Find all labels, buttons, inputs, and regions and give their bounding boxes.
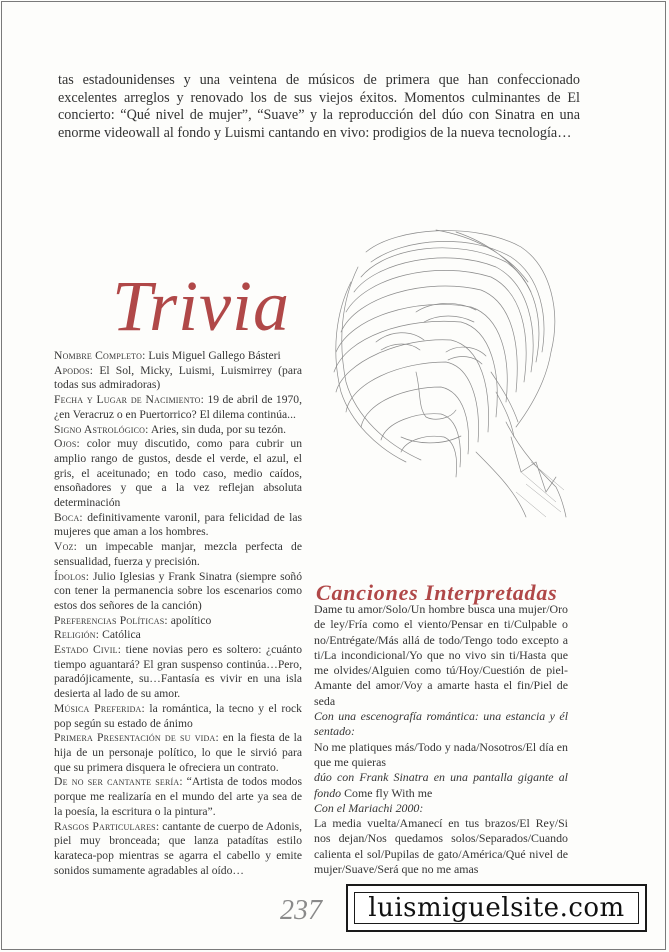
fact-value: cantante de cuerpo de Adonis, piel muy bronceada; que lanza patadítas estilo karateca-pop mientras se agarra el cabello y emite sonidos sumamente agradables al oído… <box>54 819 302 877</box>
fact-value: en la fiesta de la hija de un personaje político, lo que le sirvió para que su primera disquera le ofreciera un contrato. <box>54 731 302 774</box>
songs-heading-2: Con una escenografía romántica: una estancia y él sentado: <box>314 709 568 739</box>
fact-label: Primera Presentación de su vida: <box>54 731 219 745</box>
fact-label: De no ser cantante sería: <box>54 775 183 789</box>
fact-value: definitivamente varonil, para felicidad de las mujeres que aman a los hombres. <box>54 510 302 539</box>
fact-signo <box>54 423 302 438</box>
songs-heading-4: Con el Mariachi 2000: <box>314 800 424 815</box>
fact-value: la romántica, la tecno y el rock pop según su estado de ánimo <box>54 701 302 730</box>
songs-block-1: Dame tu amor/Solo/Un hombre busca una mujer/Oro de ley/Fría como el viento/Pensar en ti/Culpable o no/Entrégate/Más allá de todo/Tengo todo excepto a ti/La incondicional/Yo que no vivo sin ti/Hasta que me olvides/Alguien como tú/Hoy/Cuestión de piel-Amante del amor/Voy a amarte hasta el fin/Piel de seda <box>314 602 568 708</box>
fact-primera-presentacion <box>54 731 302 775</box>
fact-nacimiento <box>54 393 302 422</box>
trivia-facts <box>54 349 302 878</box>
fact-preferencias <box>54 614 302 629</box>
fact-rasgos <box>54 820 302 879</box>
songs-block-3: Come fly With me <box>344 785 433 800</box>
fact-value: “Artista de todos modos porque me realizaría en el mundo del arte ya sea de la poesía, la escritura o la pintura”. <box>54 775 302 818</box>
fact-value: Católica <box>102 628 141 642</box>
fact-value: Aries, sin duda, por su tezón. <box>150 422 287 436</box>
fact-value: tiene novias pero es soltero: ¿cuánto tiempo aguantará? El gran suspenso continúa…Pero, paradójicamente, su…Fantasía es vivir en una isla desierta al lado de su amor. <box>54 643 302 701</box>
fact-ojos <box>54 437 302 511</box>
fact-label: Rasgos Particulares: <box>54 819 160 833</box>
fact-value: apolítico <box>170 613 212 627</box>
watermark-box <box>346 884 647 932</box>
fact-label: Apodos: <box>54 363 94 377</box>
intro-paragraph: tas estadounidenses y una veintena de músicos de primera que han confeccionado excelentes arreglos y renovado los de sus viejos éxitos. Momentos culminantes de El concierto: “Qué nivel de mujer”, “Suave” y la reproducción del dúo con Sinatra en una enorme videowall al fondo y Luismi cantando en vivo: prodigios de la nueva tecnología… <box>58 72 580 141</box>
watermark-text: luismiguelsite.com <box>354 892 639 924</box>
page-number: 237 <box>280 895 322 926</box>
fact-no-cantante <box>54 775 302 819</box>
fact-label: Nombre Completo: <box>54 349 146 362</box>
fact-label: Estado Civil: <box>54 643 122 657</box>
fact-label: Religión: <box>54 628 100 642</box>
fact-value: un impecable manjar, mezcla perfecta de sensualidad, fuerza y precisión. <box>54 540 303 568</box>
songs-block-2: No me platiques más/Todo y nada/Nosotros/El día en que me quieras <box>314 739 568 769</box>
fact-idolos <box>54 570 302 614</box>
songs-title: Canciones Interpretadas <box>316 580 558 606</box>
fact-musica <box>54 702 302 731</box>
portrait-sketch <box>306 222 571 522</box>
fact-nombre <box>54 349 302 364</box>
fact-estado-civil <box>54 643 302 702</box>
fact-value: color muy discutido, como para cubrir un amplio rango de gustos, desde el verde, el azul, el gris, el aceitunado; en todo caso, medio caídos, ensoñadores y que a la vez reflejan absoluta determinación <box>54 437 302 510</box>
songs-block-4: La media vuelta/Amanecí en tus brazos/El Rey/Si nos dejan/Nos quedamos solos/Separados/Cuando calienta el sol/Pupilas de gato/América/Qué nivel de mujer/Suave/Será que no me amas <box>314 816 568 877</box>
trivia-title: Trivia <box>112 266 291 347</box>
fact-label: Fecha y Lugar de Nacimiento: <box>54 393 205 407</box>
fact-value: 19 de abril de 1970, ¿en Veracruz o en Puertorrico? El dilema continúa... <box>54 393 302 421</box>
fact-voz <box>54 540 302 569</box>
fact-label: Voz: <box>54 540 78 554</box>
fact-value: El Sol, Micky, Luismi, Luismirrey (para todas sus admiradoras) <box>54 363 302 392</box>
fact-value: Luis Miguel Gallego Básteri <box>148 349 281 362</box>
fact-boca <box>54 511 302 540</box>
fact-label: Preferencias Políticas: <box>54 613 168 627</box>
fact-label: Signo Astrológico: <box>54 422 149 436</box>
fact-label: Música Preferida: <box>54 701 145 715</box>
fact-apodos <box>54 364 302 393</box>
fact-label: Ojos: <box>54 437 80 451</box>
fact-label: Ídolos: <box>54 569 90 583</box>
songs-list <box>314 602 568 877</box>
fact-value: Julio Iglesias y Frank Sinatra (siempre soñó con tener la permanencia sobre los escenarios como estos dos señores de la canción) <box>54 569 302 612</box>
songs-heading-3: dúo con Frank Sinatra en una pantalla gigante al fondo <box>314 770 568 800</box>
fact-label: Boca: <box>54 510 83 524</box>
fact-religion <box>54 628 302 643</box>
